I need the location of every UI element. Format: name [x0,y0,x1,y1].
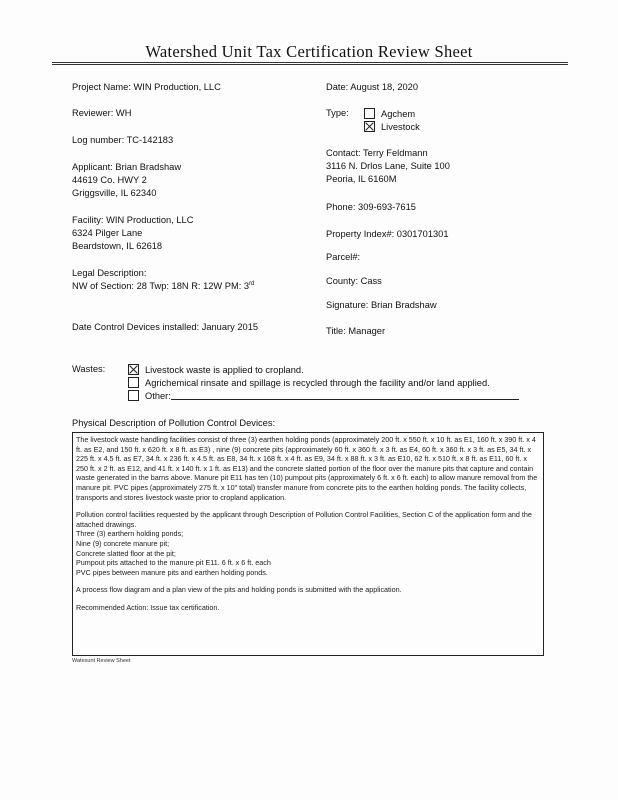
physical-description-para1: The livestock waste handling facilities consist of three (3) earthen holding ponds (approximately 200 ft. x 550 ft. x 10 ft. as E1, 160 ft. x 390 ft. x 4 ft. as E2, and 150 ft. x 620 ft. x 8 ft. as E3) , nine (9) concrete pits (approximately 60 ft. x 360 ft. x 3 ft. as E4, 60 ft. x 360 ft. x 3 ft. as E5, 34 ft. x 225 ft. x 4.5 ft. as E7, 34 ft. x 236 ft. x 4.5 ft. as E8, 34 ft. x 168 ft. x 4 ft. as E9, 34 ft. x 88 ft. x 3 ft. as E10, 62 ft. x 510 ft. x 8 ft. as E11, 60 ft. x 250 ft. x 2 ft. as E12, and 41 ft. x 140 ft. x 1 ft. as E13) and the concrete slatted portion of the floor over the manure pits that capture and contain waste generated in the barns above. Manure pit E11 has ten (10) pumpout pits (approximately 6 ft. x 6 ft. each) to allow manure removal from the manure pit. PVC pipes (approximately 275 ft. x 10" total) transfer manure from concrete pits to the earthen holding ponds. The facility collects, transports and stores livestock waste prior to cropland application. [76,435,538,502]
facility-address-line2: Beardstown, IL 62618 [72,241,163,251]
page-title: Watershed Unit Tax Certification Review Sheet [145,42,473,61]
physical-description-para3: A process flow diagram and a plan view of the pits and holding ponds is submitted with the application. [76,585,402,595]
type-label: Type: [326,108,349,118]
title-rule-top [52,62,568,63]
applicant-address-line2: Griggsville, IL 62340 [72,188,157,198]
waste-livestock-label: Livestock waste is applied to cropland. [145,365,304,375]
legal-description-value [72,281,254,291]
contact-address-line1: 3116 N. Drlos Lane, Suite 100 [326,161,450,171]
phone: Phone: 309-693-7615 [326,202,416,212]
property-index: Property Index#: 0301701301 [326,229,449,239]
para2-line-5: Pumpout pits attached to the manure pit E11. 6 ft. x 6 ft. each [76,558,271,568]
reviewer: Reviewer: WH [72,108,132,118]
county: County: Cass [326,276,382,286]
recommended-action: Recommended Action: Issue tax certification. [76,602,220,612]
waste-livestock-checkbox[interactable] [128,364,139,375]
waste-other-label: Other: [145,391,171,401]
waste-option-agrichemical[interactable] [128,377,490,388]
waste-agrichemical-label: Agrichemical rinsate and spillage is recycled through the facility and/or land applied. [145,378,490,388]
waste-option-other[interactable] [128,390,519,401]
facility-name: Facility: WIN Production, LLC [72,215,194,225]
applicant-address-line1: 44619 Co. HWY 2 [72,175,147,185]
facility-address-line1: 6324 Pilger Lane [72,228,143,238]
waste-other-line [171,391,519,400]
physical-description-heading: Physical Description of Pollution Control Devices: [72,418,276,428]
para2-line-2: Three (3) earthern holding ponds; [76,529,184,539]
wastes-label: Wastes: [72,364,106,374]
title-rule-bottom [52,64,568,65]
parcel-number: Parcel#: [326,252,361,262]
contact-name: Contact: Terry Feldmann [326,148,428,158]
physical-description-box [72,432,544,656]
date-devices-installed: Date Control Devices installed: January 2015 [72,322,259,332]
para2-line-4: Concrete slatted floor at the pit; [76,548,176,558]
para2-line-6: PVC pipes between manure pits and earthen holding ponds. [76,567,268,577]
signature: Signature: Brian Bradshaw [326,300,437,310]
livestock-checkbox[interactable] [364,121,375,132]
waste-option-livestock[interactable] [128,364,304,375]
agchem-checkbox[interactable] [364,108,375,119]
project-name: Project Name: WIN Production, LLC [72,82,221,92]
log-number: Log number: TC-142183 [72,135,174,145]
physical-description-para2 [76,510,540,577]
review-date: Date: August 18, 2020 [326,82,419,92]
waste-other-checkbox[interactable] [128,390,139,401]
applicant-name: Applicant: Brian Bradshaw [72,162,182,172]
footer-note: Watesunt Review Sheet [72,658,131,664]
agchem-label: Agchem [381,109,416,119]
livestock-label: Livestock [381,122,420,132]
title-field: Title: Manager [326,326,386,336]
type-option-livestock[interactable] [364,121,420,132]
waste-agrichemical-checkbox[interactable] [128,377,139,388]
para2-line-1: Pollution control facilities requested by the applicant through Description of Pollution Control Facilities, Section C of the application form and the attached drawings. [76,510,532,529]
contact-address-line2: Peoria, IL 6160M [326,174,397,184]
type-option-agchem[interactable] [364,108,415,119]
legal-description-text: NW of Section: 28 Twp: 18N R: 12W PM: 3 [72,281,250,292]
legal-description-label: Legal Description: [72,268,147,278]
para2-line-3: Nine (9) concrete manure pit; [76,538,170,548]
legal-description-suffix: rd [249,281,255,287]
